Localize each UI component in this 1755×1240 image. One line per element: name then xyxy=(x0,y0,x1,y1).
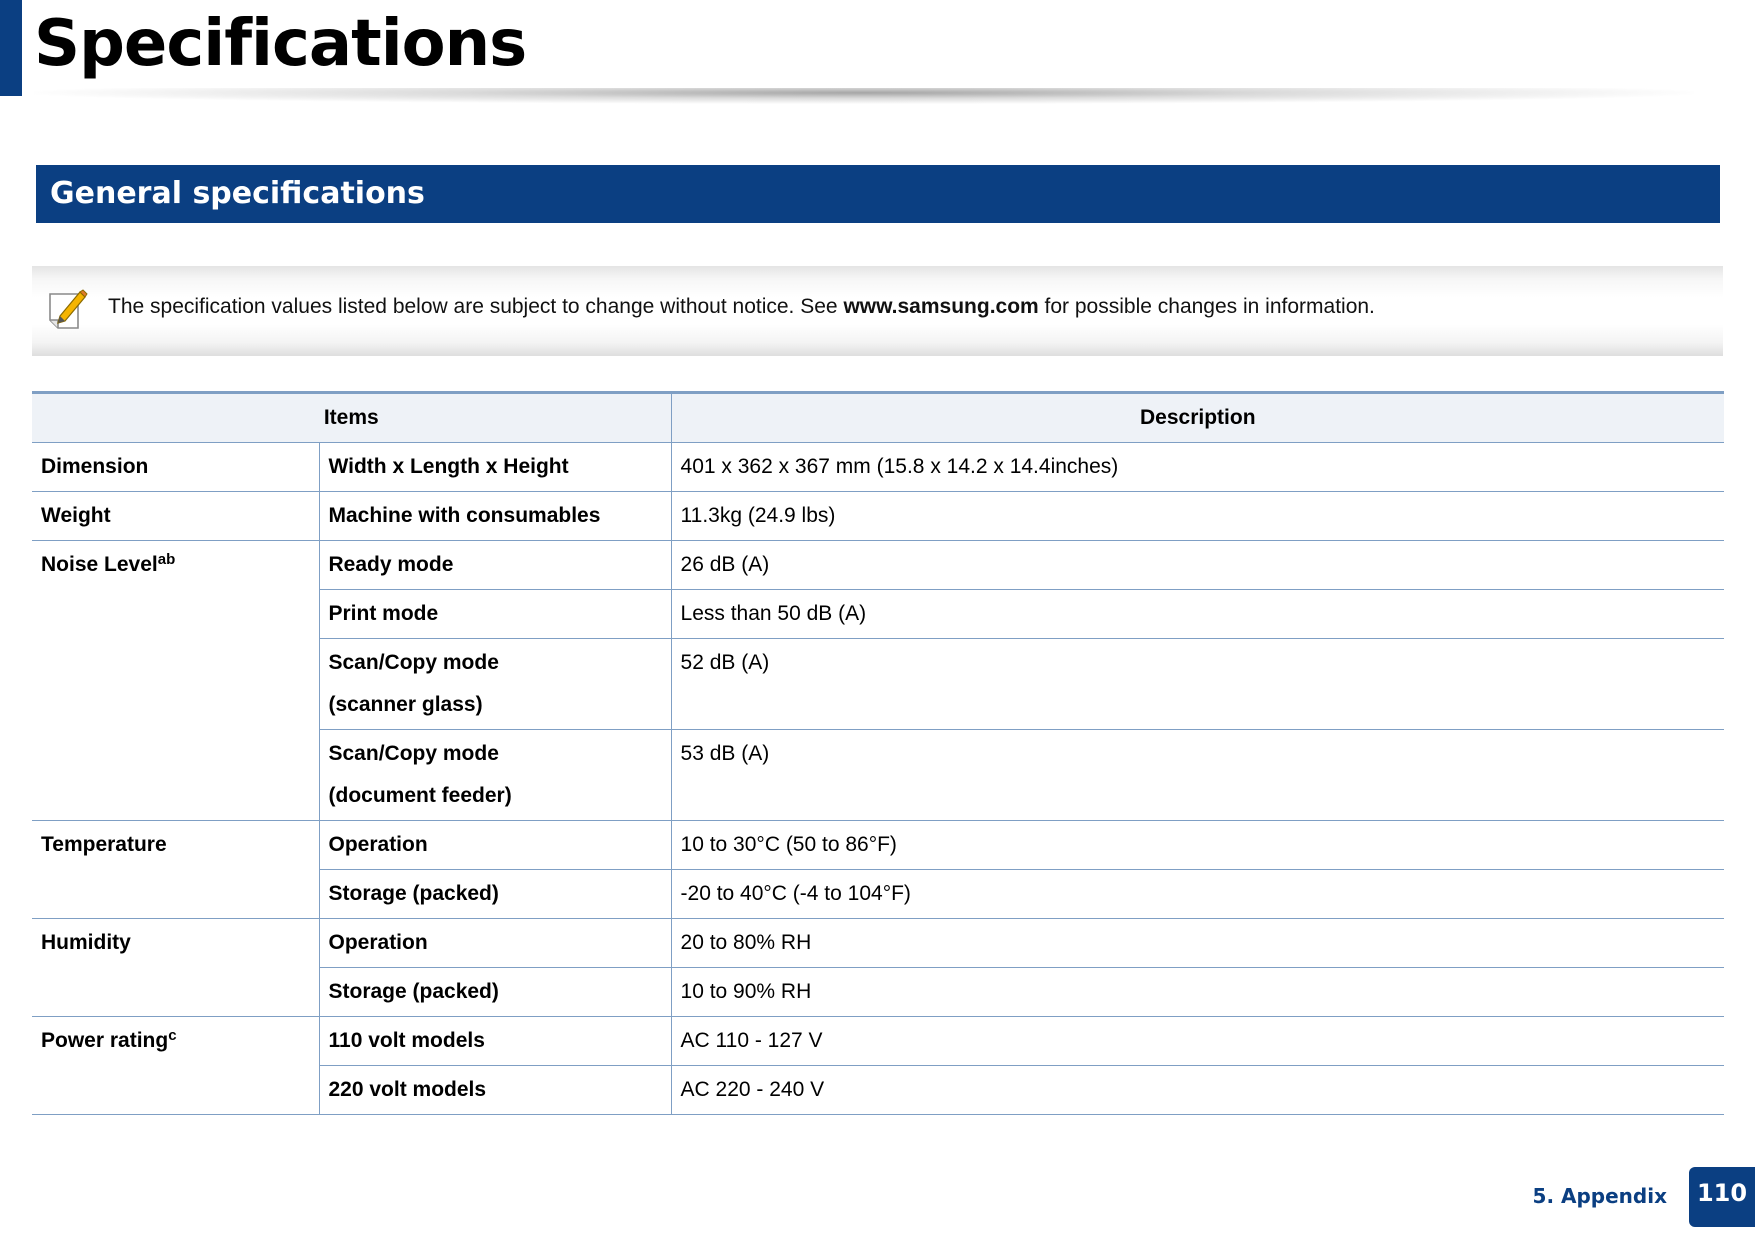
description-text: AC 110 - 127 V xyxy=(680,1029,823,1052)
item-name-text: Noise Level xyxy=(41,553,158,576)
description-cell xyxy=(671,919,1724,968)
section-title: General specifications xyxy=(50,176,425,211)
description-cell xyxy=(671,443,1724,492)
description-text: 401 x 362 x 367 mm (15.8 x 14.2 x 14.4inches) xyxy=(680,455,1119,478)
description-text: 52 dB (A) xyxy=(680,651,770,674)
description-text: 10 to 90% RH xyxy=(680,980,812,1003)
sub-item xyxy=(319,541,671,590)
sub-item xyxy=(319,1066,671,1115)
sub-item xyxy=(319,870,671,919)
description-cell xyxy=(671,639,1724,730)
title-underline xyxy=(34,88,1694,104)
sub-item-text: Storage (packed) xyxy=(328,882,499,905)
sub-item-text: Scan/Copy mode xyxy=(328,742,499,765)
sub-item xyxy=(319,919,671,968)
description-text: AC 220 - 240 V xyxy=(680,1078,825,1101)
description-cell xyxy=(671,821,1724,870)
description-cell xyxy=(671,590,1724,639)
sub-item-text: Storage (packed) xyxy=(328,980,499,1003)
description-cell xyxy=(671,1066,1724,1115)
footnote-marker: ab xyxy=(157,551,176,568)
table-row xyxy=(32,443,1724,492)
description-cell xyxy=(671,870,1724,919)
note-pencil-icon xyxy=(46,288,88,334)
sub-item xyxy=(319,730,671,821)
sub-item xyxy=(319,1017,671,1066)
description-cell xyxy=(671,541,1724,590)
specifications-table xyxy=(32,391,1724,1115)
table-row xyxy=(32,821,1724,870)
description-text: 11.3kg (24.9 lbs) xyxy=(680,504,836,527)
description-text: 53 dB (A) xyxy=(680,742,770,765)
page-title: Specifications xyxy=(34,7,527,81)
table-row xyxy=(32,1017,1724,1066)
sub-item xyxy=(319,639,671,730)
sub-item-text: Width x Length x Height xyxy=(328,455,569,478)
sub-item-detail: (scanner glass) xyxy=(328,693,483,716)
item-name-text: Humidity xyxy=(41,931,131,954)
description-text: Less than 50 dB (A) xyxy=(680,602,867,625)
sub-item xyxy=(319,821,671,870)
note-text xyxy=(108,266,1375,348)
item-name xyxy=(32,443,319,492)
description-text: 20 to 80% RH xyxy=(680,931,812,954)
sub-item xyxy=(319,968,671,1017)
description-text: 10 to 30°C (50 to 86°F) xyxy=(680,833,897,856)
footer-section-label: 5. Appendix xyxy=(1532,1184,1667,1208)
description-text: 26 dB (A) xyxy=(680,553,770,576)
item-name xyxy=(32,492,319,541)
item-name-text: Weight xyxy=(41,504,111,527)
footnote-marker: c xyxy=(168,1027,177,1044)
note-box xyxy=(32,266,1723,356)
sub-item-text: 110 volt models xyxy=(328,1029,485,1052)
sub-item xyxy=(319,492,671,541)
table-header-row xyxy=(32,393,1724,443)
sub-item xyxy=(319,443,671,492)
description-cell xyxy=(671,1017,1724,1066)
sub-item-text: Scan/Copy mode xyxy=(328,651,499,674)
table-row xyxy=(32,492,1724,541)
section-header xyxy=(36,165,1720,223)
note-text-after: for possible changes in information. xyxy=(1038,295,1375,318)
description-cell xyxy=(671,968,1724,1017)
table-row xyxy=(32,919,1724,968)
items-header: Items xyxy=(32,393,671,443)
item-name xyxy=(32,541,319,821)
sub-item-text: Machine with consumables xyxy=(328,504,601,527)
page-number: 110 xyxy=(1689,1167,1755,1227)
item-name-text: Power rating xyxy=(41,1029,169,1052)
item-name xyxy=(32,821,319,919)
item-name xyxy=(32,1017,319,1115)
item-name xyxy=(32,919,319,1017)
sub-item-detail: (document feeder) xyxy=(328,784,512,807)
sub-item-text: 220 volt models xyxy=(328,1078,487,1101)
description-header: Description xyxy=(671,393,1724,443)
item-name-text: Dimension xyxy=(41,455,149,478)
samsung-link[interactable]: www.samsung.com xyxy=(843,295,1039,318)
note-text-before: The specification values listed below are subject to change without notice. See xyxy=(108,295,844,318)
sub-item-text: Print mode xyxy=(328,602,439,625)
sub-item-text: Operation xyxy=(328,931,428,954)
item-name-text: Temperature xyxy=(41,833,167,856)
sub-item-text: Operation xyxy=(328,833,428,856)
table-row xyxy=(32,541,1724,590)
sub-item xyxy=(319,590,671,639)
title-accent-bar xyxy=(0,0,22,96)
description-text: -20 to 40°C (-4 to 104°F) xyxy=(680,882,911,905)
description-cell xyxy=(671,492,1724,541)
sub-item-text: Ready mode xyxy=(328,553,454,576)
description-cell xyxy=(671,730,1724,821)
